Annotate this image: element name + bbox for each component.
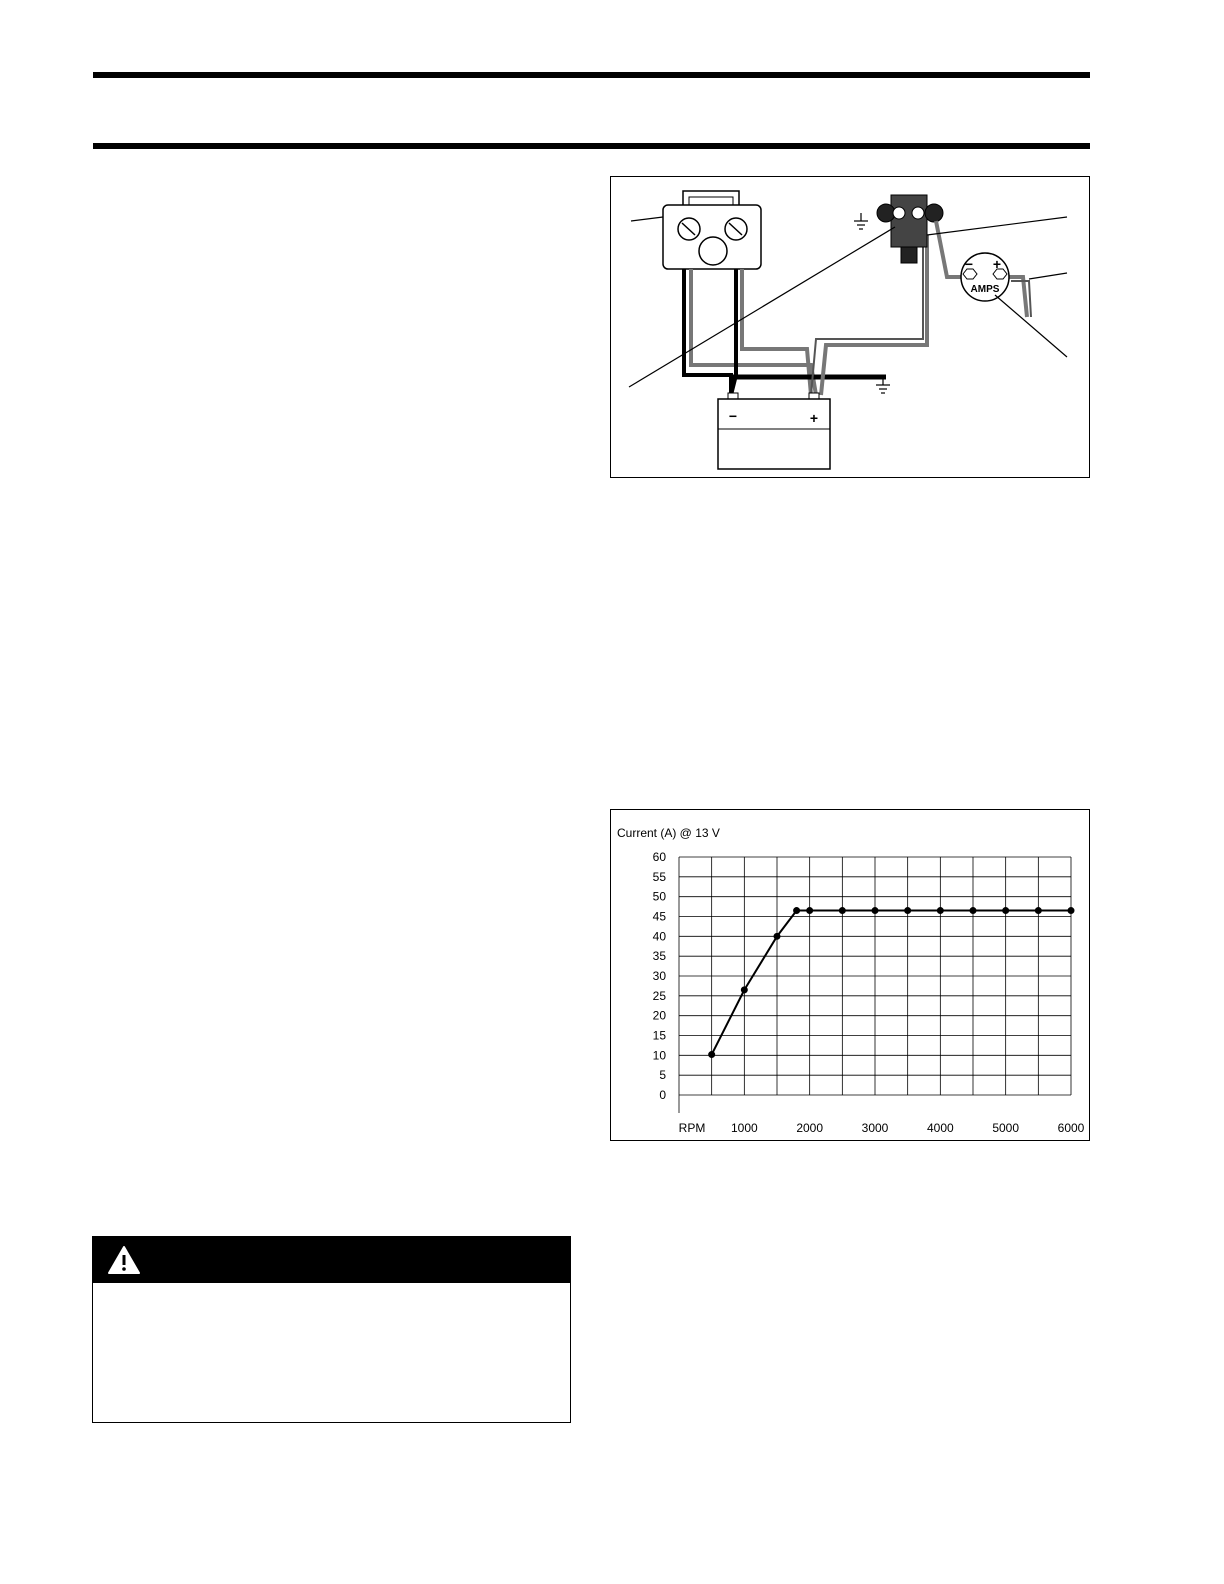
data-point (937, 907, 944, 914)
y-tick-label: 10 (652, 1048, 666, 1063)
x-tick-label: 1000 (730, 1121, 758, 1135)
data-point (1002, 907, 1009, 914)
regulator-icon (663, 191, 761, 269)
data-point (872, 907, 879, 914)
data-point (1068, 907, 1075, 914)
y-tick-label: 30 (652, 969, 666, 983)
leader-line-wire (1029, 273, 1067, 279)
wiring-diagram (611, 177, 1091, 479)
y-tick-label: 25 (652, 988, 666, 1003)
y-tick-label: 0 (659, 1088, 666, 1102)
data-point (1035, 907, 1042, 914)
wiring-diagram-figure (610, 176, 1090, 478)
warning-box (92, 1236, 571, 1423)
ammeter-label: AMPS (970, 284, 1000, 295)
data-point (806, 907, 813, 914)
y-tick-label: 5 (659, 1068, 666, 1083)
battery-negative-label: − (728, 408, 738, 424)
data-point (708, 1051, 715, 1058)
x-tick-label: 6000 (1057, 1121, 1085, 1135)
data-point (904, 907, 911, 914)
data-point (793, 907, 800, 914)
battery-positive-label: + (809, 410, 819, 426)
x-axis-label: RPM (678, 1121, 706, 1135)
data-point (970, 907, 977, 914)
chart-plot (611, 810, 1091, 1142)
charging-current-chart (610, 809, 1090, 1141)
x-tick-label: 2000 (796, 1121, 824, 1135)
y-tick-label: 40 (652, 929, 666, 944)
ammeter-positive-sign: + (992, 256, 1002, 272)
y-tick-label: 45 (652, 909, 666, 924)
y-tick-label: 50 (652, 889, 666, 904)
data-point (774, 933, 781, 940)
header-rule-top (93, 72, 1090, 78)
y-tick-label: 55 (652, 869, 666, 884)
y-tick-label: 20 (652, 1008, 666, 1023)
y-tick-label: 60 (652, 850, 666, 864)
battery-icon (718, 393, 830, 469)
warning-header (93, 1237, 570, 1283)
x-tick-label: 5000 (992, 1121, 1020, 1135)
leader-line-regulator (631, 217, 663, 221)
x-tick-label: 4000 (926, 1121, 954, 1135)
starter-relay-icon (877, 195, 943, 263)
ammeter-negative-sign: − (964, 256, 974, 272)
ground-symbol-relay (854, 213, 868, 229)
y-tick-label: 35 (652, 949, 666, 964)
y-tick-label: 15 (652, 1028, 666, 1043)
x-tick-label: 3000 (861, 1121, 889, 1135)
data-point (839, 907, 846, 914)
warning-triangle-icon (107, 1245, 141, 1275)
leader-line-relay (927, 217, 1067, 235)
chart-title: Current (A) @ 13 V (617, 826, 720, 840)
warning-text (93, 1283, 570, 1299)
ammeter-icon (961, 253, 1009, 301)
data-point (741, 986, 748, 993)
header-rule-bottom (93, 143, 1090, 149)
series-line (712, 911, 1071, 1055)
